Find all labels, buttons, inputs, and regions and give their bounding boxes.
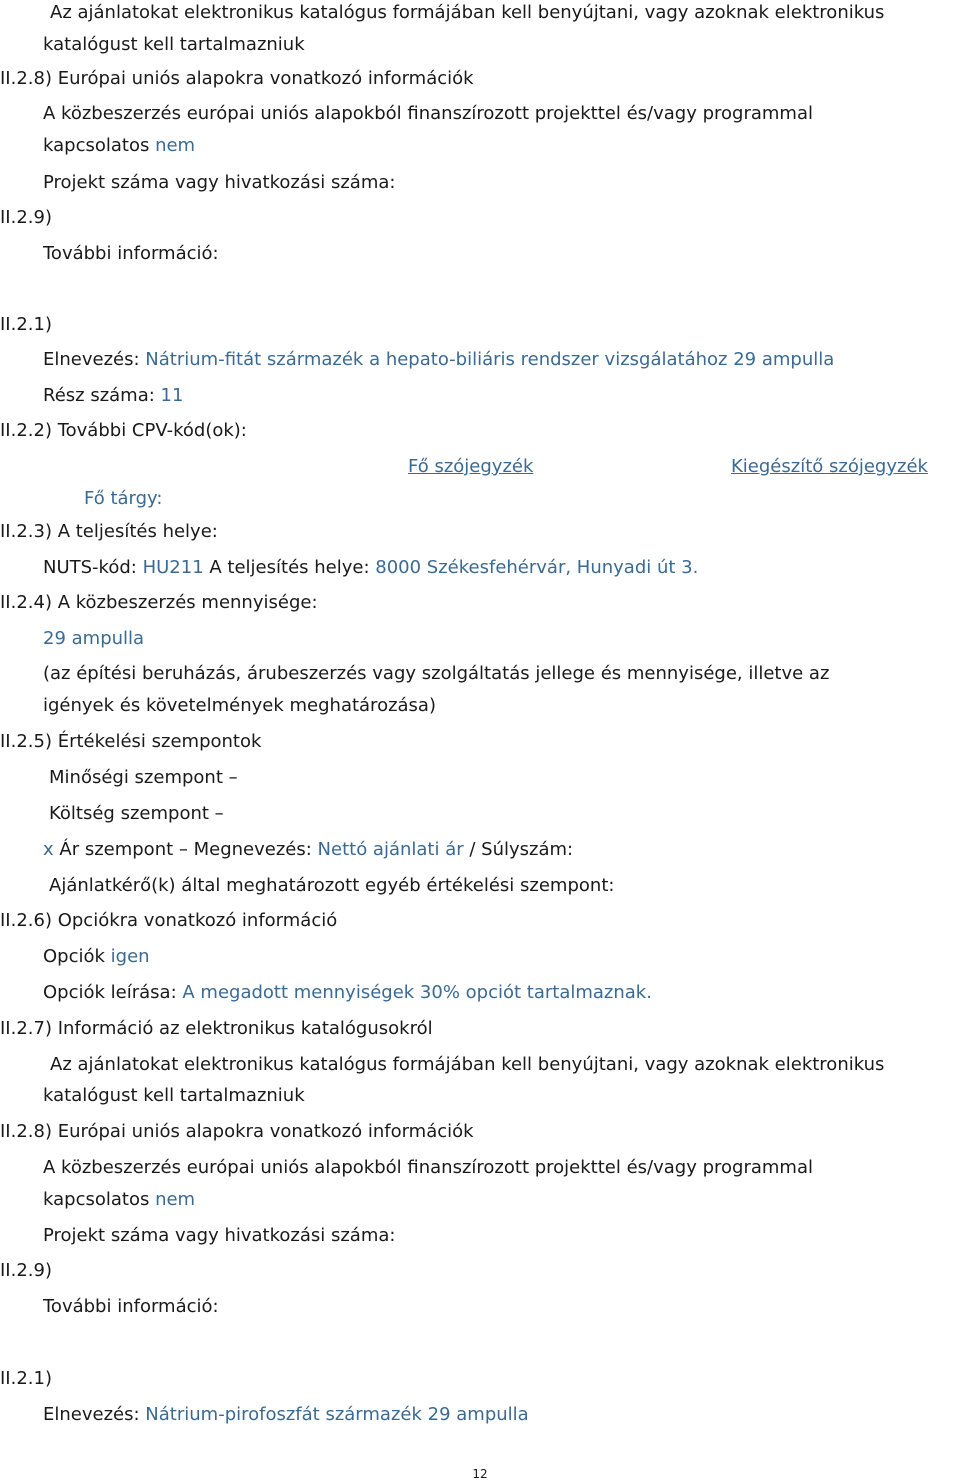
supplementary-vocabulary-header: Kiegészítő szójegyzék (731, 456, 928, 477)
place-value: 8000 Székesfehérvár, Hunyadi út 3. (375, 557, 699, 578)
eu-value: nem (155, 1189, 196, 1210)
part-name-value: Nátrium-fitát származék a hepato-biliáris rendszer vizsgálatához 29 ampulla (145, 349, 835, 370)
section-options: II.2.6) Opciókra vonatkozó információ (0, 910, 338, 931)
nuts-line: NUTS-kód: HU211 A teljesítés helye: 8000 Székesfehérvár, Hunyadi út 3. (43, 557, 699, 578)
quality-criterion: Minőségi szempont – (49, 767, 238, 788)
section-additional: II.2.9) (0, 1260, 52, 1281)
price-criterion-value: Nettó ajánlati ár (317, 839, 464, 860)
section-cpv: II.2.2) További CPV-kód(ok): (0, 420, 247, 441)
section-catalogs: II.2.7) Információ az elektronikus katalógusokról (0, 1018, 433, 1039)
options-line: Opciók igen (43, 946, 150, 967)
top-section-additional: II.2.9) (0, 207, 52, 228)
part-number-value: 11 (160, 385, 184, 406)
project-number: Projekt száma vagy hivatkozási száma: (43, 1225, 396, 1246)
catalog-text-line-1: Az ajánlatokat elektronikus katalógus formájában kell benyújtani, vagy azoknak elektronikus (50, 1054, 885, 1075)
other-criteria: Ajánlatkérő(k) által meghatározott egyéb értékelési szempont: (49, 875, 615, 896)
top-eu-value: nem (155, 135, 196, 156)
top-project-number: Projekt száma vagy hivatkozási száma: (43, 172, 396, 193)
options-description-value: A megadott mennyiségek 30% opciót tartalmaznak. (182, 982, 652, 1003)
quantity-value: 29 ampulla (43, 628, 145, 649)
section-quantity: II.2.4) A közbeszerzés mennyisége: (0, 592, 318, 613)
price-criterion: x Ár szempont – Megnevezés: Nettó ajánlati ár / Súlyszám: (43, 839, 574, 860)
top-eu-text-line-1: A közbeszerzés európai uniós alapokból finanszírozott projekttel és/vagy programmal (43, 103, 813, 124)
section-eu-funds: II.2.8) Európai uniós alapokra vonatkozó információk (0, 1121, 474, 1142)
top-catalog-text-line-1: Az ajánlatokat elektronikus katalógus formájában kell benyújtani, vagy azoknak elektronikus (50, 2, 885, 23)
section-criteria: II.2.5) Értékelési szempontok (0, 731, 262, 752)
eu-text-line-2: kapcsolatos nem (43, 1189, 196, 1210)
additional-info: További információ: (43, 1296, 219, 1317)
eu-text-line-1: A közbeszerzés európai uniós alapokból finanszírozott projekttel és/vagy programmal (43, 1157, 813, 1178)
options-description-line: Opciók leírása: A megadott mennyiségek 30% opciót tartalmaznak. (43, 982, 652, 1003)
catalog-text-line-2: katalógust kell tartalmazniuk (43, 1085, 305, 1106)
section-place: II.2.3) A teljesítés helye: (0, 521, 218, 542)
options-value: igen (110, 946, 150, 967)
top-catalog-text-line-2: katalógust kell tartalmazniuk (43, 34, 305, 55)
quantity-note-line-2: igények és követelmények meghatározása) (43, 695, 436, 716)
section-name: II.2.1) (0, 314, 52, 335)
main-subject-label: Fő tárgy: (84, 488, 163, 509)
main-vocabulary-header: Fő szójegyzék (408, 456, 534, 477)
price-checkmark: x (43, 839, 54, 860)
nuts-code-value: HU211 (142, 557, 204, 578)
part-number-line: Rész száma: 11 (43, 385, 184, 406)
next-part-name-line: Elnevezés: Nátrium-pirofoszfát származék 29 ampulla (43, 1404, 529, 1425)
next-part-name-value: Nátrium-pirofoszfát származék 29 ampulla (145, 1404, 529, 1425)
top-additional-info: További információ: (43, 243, 219, 264)
next-section-name: II.2.1) (0, 1368, 52, 1389)
page-number: 12 (472, 1467, 488, 1481)
top-section-eu-funds: II.2.8) Európai uniós alapokra vonatkozó információk (0, 68, 474, 89)
part-name-line: Elnevezés: Nátrium-fitát származék a hepato-biliáris rendszer vizsgálatához 29 ampulla (43, 349, 835, 370)
quantity-note-line-1: (az építési beruházás, árubeszerzés vagy szolgáltatás jellege és mennyisége, illetve az (43, 663, 830, 684)
cost-criterion: Költség szempont – (49, 803, 224, 824)
top-eu-text-line-2: kapcsolatos nem (43, 135, 196, 156)
